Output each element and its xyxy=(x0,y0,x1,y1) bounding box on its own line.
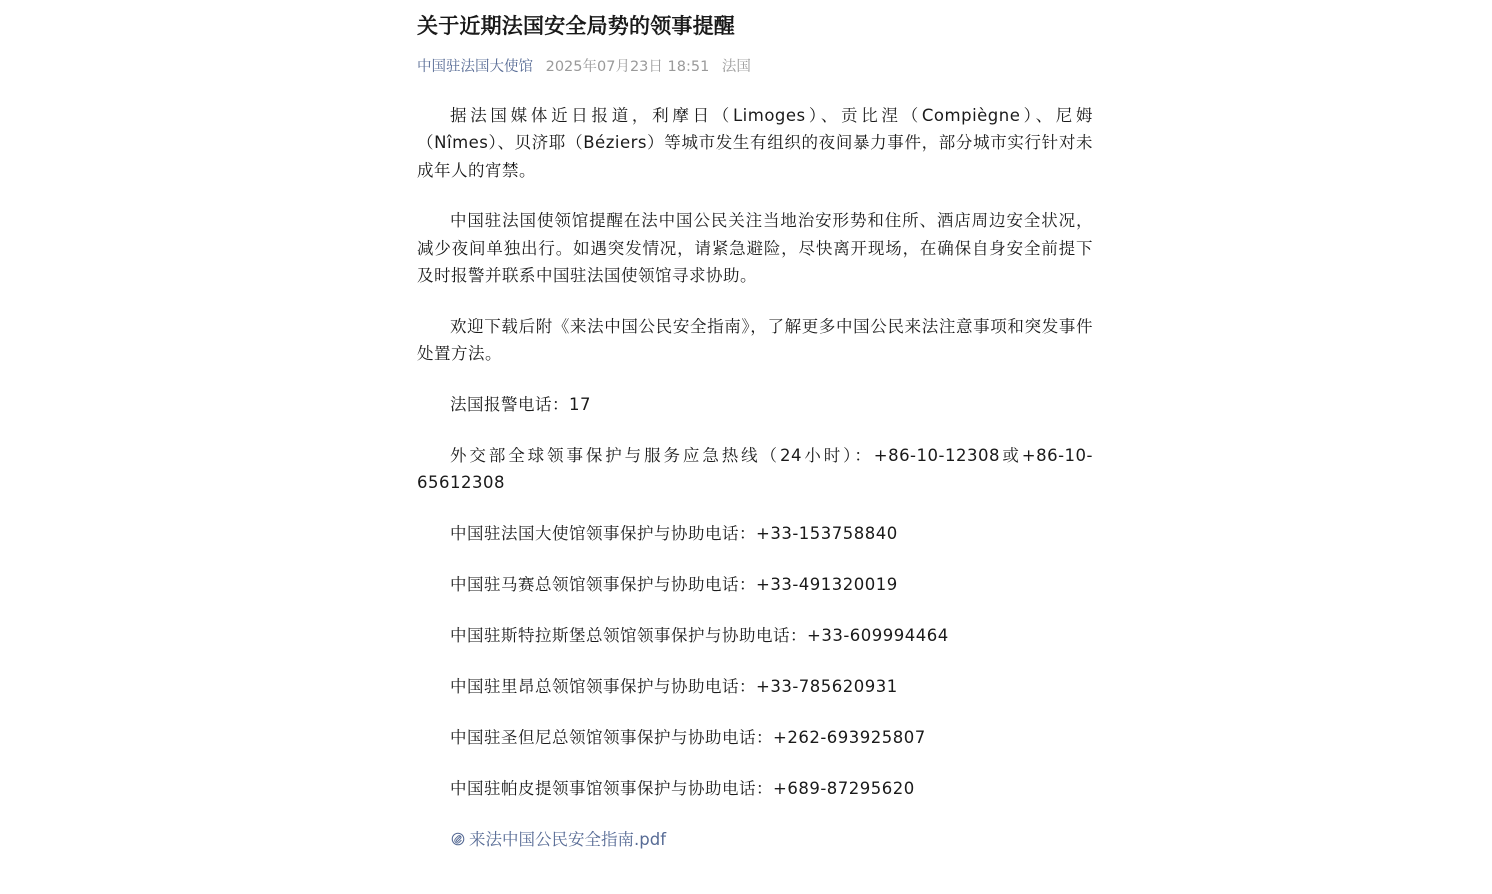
paragraph-saint-denis-phone: 中国驻圣但尼总领馆领事保护与协助电话：+262-693925807 xyxy=(450,727,926,747)
publish-datetime: 2025年07月23日 18:51 xyxy=(545,59,710,75)
article-body xyxy=(417,102,1093,853)
paragraph-papeete-phone: 中国驻帕皮提领事馆领事保护与协助电话：+689-87295620 xyxy=(450,778,915,798)
paragraph-marseille-phone: 中国驻马赛总领馆领事保护与协助电话：+33-491320019 xyxy=(450,575,898,595)
paragraph-violence-report: 据法国媒体近日报道，利摩日（Limoges）、贡比涅（Compiègne）、尼姆（Nîmes）、贝济耶（Béziers）等城市发生有组织的夜间暴力事件，部分城市实行针对未成年人的宵禁。 xyxy=(417,106,1093,180)
paragraph-safety-reminder: 中国驻法国使领馆提醒在法中国公民关注当地治安形势和住所、酒店周边安全状况，减少夜间单独出行。如遇突发情况，请紧急避险，尽快离开现场，在确保自身安全前提下及时报警并联系中国驻法国使领馆寻求协助。 xyxy=(417,211,1093,286)
paragraph-mfa-hotline: 外交部全球领事保护与服务应急热线（24小时）：+86-10-12308或+86-10-65612308 xyxy=(417,446,1093,493)
paragraph-strasbourg-phone: 中国驻斯特拉斯堡总领馆领事保护与协助电话：+33-609994464 xyxy=(450,626,949,646)
paragraph-lyon-phone: 中国驻里昂总领馆领事保护与协助电话：+33-785620931 xyxy=(450,676,898,696)
article xyxy=(417,10,1093,853)
article-meta xyxy=(417,57,1093,77)
paperclip-icon xyxy=(451,832,465,846)
paragraph-embassy-phone: 中国驻法国大使馆领事保护与协助电话：+33-153758840 xyxy=(450,524,898,544)
article-title: 关于近期法国安全局势的领事提醒 xyxy=(417,14,735,38)
publish-location: 法国 xyxy=(721,59,751,75)
attachment-label: 来法中国公民安全指南.pdf xyxy=(469,829,667,849)
attachment-pdf-link[interactable] xyxy=(451,826,1093,853)
paragraph-guide-download: 欢迎下载后附《来法中国公民安全指南》，了解更多中国公民来法注意事项和突发事件处置方法。 xyxy=(417,316,1093,364)
paragraph-police-phone: 法国报警电话：17 xyxy=(450,395,591,415)
account-name-link[interactable]: 中国驻法国大使馆 xyxy=(417,59,533,75)
